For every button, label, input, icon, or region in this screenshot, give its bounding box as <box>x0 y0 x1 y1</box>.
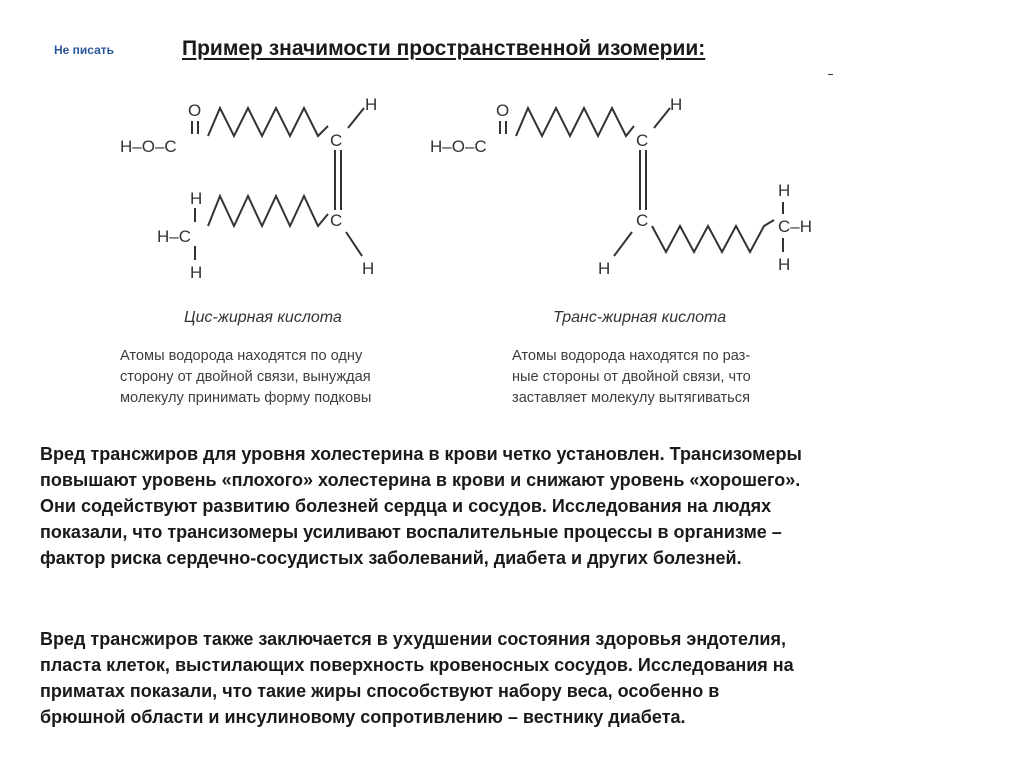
trans-carboxyl-label: H–O–C <box>430 137 487 156</box>
slide-title: Пример значимости пространственной изомерии: <box>182 37 706 60</box>
trans-methyl-h-top: H <box>778 181 791 200</box>
trans-structure <box>430 95 812 278</box>
trans-bottom-c-label: C <box>636 211 649 230</box>
trans-methyl-h-bottom: H <box>778 255 791 274</box>
cis-bottom-h-bond <box>346 232 362 256</box>
cis-structure <box>120 95 377 282</box>
trans-top-h-label: H <box>670 95 683 114</box>
cis-description: Атомы водорода находятся по одну сторону от двойной связи, вынуждая молекулу принимать форму подковы <box>120 348 372 406</box>
do-not-write-note: Не писать <box>54 43 115 57</box>
trans-bottom-h-label: H <box>598 259 611 278</box>
body-paragraph-1: Вред трансжиров для уровня холестерина в крови четко установлен. Трансизомеры повышают уровень «плохого» холестерина в крови и снижают уровень «хорошего». Они содействуют развитию болезней сердца и сосудов. Исследования на людях показали, что трансизомеры усиливают воспалительные процессы в организме – фактор риска сердечно-сосудистых заболеваний, диабета и других болезней. <box>40 444 802 568</box>
trans-methyl-label: C–H <box>778 217 813 236</box>
cis-methyl-h-top: H <box>190 189 203 208</box>
body-paragraph-2: Вред трансжиров также заключается в ухудшении состояния здоровья эндотелия, пласта клеток, выстилающих поверхность кровеносных сосудов. Исследования на приматах показали, что такие жиры способствуют набору веса, особенно в брюшной области и инсулиновому сопротивлению – вестнику диабета. <box>40 629 794 727</box>
cis-bottom-c-label: C <box>330 211 343 230</box>
cis-top-chain <box>208 108 328 136</box>
cis-methyl-label: H–C <box>157 227 192 246</box>
cis-oxygen-label: O <box>188 101 202 120</box>
cis-bottom-chain <box>208 196 328 226</box>
trans-oxygen-label: O <box>496 101 510 120</box>
cis-top-c-label: C <box>330 131 343 150</box>
cis-bottom-h-label: H <box>362 259 375 278</box>
trans-description: Атомы водорода находятся по раз- ные стороны от двойной связи, что заставляет молекулу вытягиваться <box>512 348 751 406</box>
cis-carboxyl-label: H–O–C <box>120 137 177 156</box>
trans-top-c-label: C <box>636 131 649 150</box>
trans-top-chain <box>516 108 634 136</box>
trans-bottom-h-bond <box>614 232 632 256</box>
cis-methyl-h-bottom: H <box>190 263 203 282</box>
cis-top-h-bond <box>348 108 364 128</box>
trans-top-h-bond <box>654 108 670 128</box>
cis-top-h-label: H <box>365 95 378 114</box>
trans-caption: Транс-жирная кислота <box>553 309 727 326</box>
cis-caption: Цис-жирная кислота <box>184 309 342 326</box>
trans-bottom-chain <box>652 220 774 252</box>
